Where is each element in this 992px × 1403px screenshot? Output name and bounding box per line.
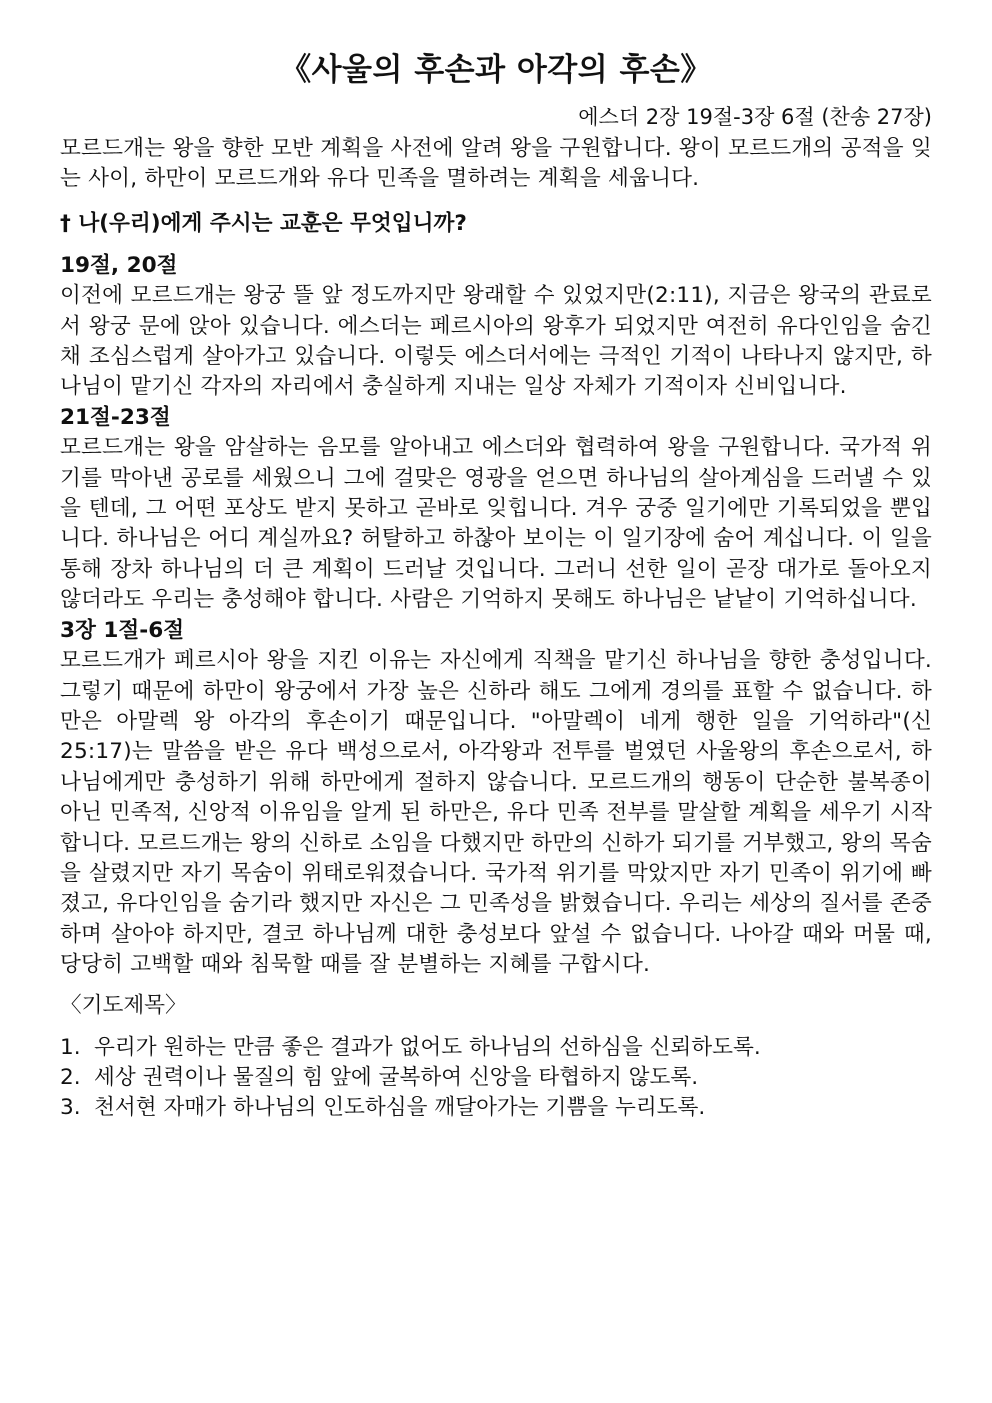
prayer-number: 3. xyxy=(60,1095,81,1121)
section-chapter-3-verses-1-6 xyxy=(60,616,932,981)
section-verses-19-20 xyxy=(60,251,932,403)
section-heading: 19절, 20절 xyxy=(60,252,178,278)
prayer-number: 1. xyxy=(60,1034,81,1060)
prayer-item xyxy=(60,1063,932,1093)
prayer-text: 우리가 원하는 만큼 좋은 결과가 없어도 하나님의 선하심을 신뢰하도록. xyxy=(94,1034,761,1060)
prayer-item xyxy=(60,1093,932,1123)
prayer-text: 세상 권력이나 물질의 힘 앞에 굴복하여 신앙을 타협하지 않도록. xyxy=(94,1064,699,1090)
section-heading: 3장 1절-6절 xyxy=(60,617,185,643)
lesson-question: † 나(우리)에게 주시는 교훈은 무엇입니까? xyxy=(60,210,467,236)
section-body: 이전에 모르드개는 왕궁 뜰 앞 정도까지만 왕래할 수 있었지만(2:11), 지금은 왕국의 관료로서 왕궁 문에 앉아 있습니다. 에스더는 페르시아의 왕후가 되었지만 여전히 유다인임을 숨긴 채 조심스럽게 살아가고 있습니다. 이렇듯 에스더서에는 극적인 기적이 나타나지 않지만, 하나님이 맡기신 각자의 자리에서 충실하게 지내는 일상 자체가 기적이자 신비입니다. xyxy=(60,283,932,400)
section-verses-21-23 xyxy=(60,403,932,616)
prayer-title: 〈기도제목〉 xyxy=(60,992,187,1018)
devotional-page xyxy=(60,48,932,1124)
intro-paragraph: 모르드개는 왕을 향한 모반 계획을 사전에 알려 왕을 구원합니다. 왕이 모르드개의 공적을 잊는 사이, 하만이 모르드개와 유다 민족을 멸하려는 계획을 세웁니다. xyxy=(60,136,932,192)
prayer-list xyxy=(60,1033,932,1124)
prayer-number: 2. xyxy=(60,1064,81,1090)
section-body: 모르드개는 왕을 암살하는 음모를 알아내고 에스더와 협력하여 왕을 구원합니다. 국가적 위기를 막아낸 공로를 세웠으니 그에 걸맞은 영광을 얻으면 하나님의 살아계심을 드러낼 수 있을 텐데, 그 어떤 포상도 받지 못하고 곧바로 잊힙니다. 겨우 궁중 일기에만 기록되었을 뿐입니다. 하나님은 어디 계실까요? 허탈하고 하찮아 보이는 이 일기장에 숨어 계십니다. 이 일을 통해 장차 하나님의 더 큰 계획이 드러날 것입니다. 그러니 선한 일이 곧장 대가로 돌아오지 않더라도 우리는 충성해야 합니다. 사람은 기억하지 못해도 하나님은 낱낱이 기억하십니다. xyxy=(60,435,932,613)
section-heading: 21절-23절 xyxy=(60,404,171,430)
page-title: 《사울의 후손과 아각의 후손》 xyxy=(280,52,712,88)
scripture-reference: 에스더 2장 19절-3장 6절 (찬송 27장) xyxy=(578,105,932,129)
prayer-text: 천서현 자매가 하나님의 인도하심을 깨달아가는 기쁨을 누리도록. xyxy=(94,1095,706,1121)
section-body: 모르드개가 페르시아 왕을 지킨 이유는 자신에게 직책을 맡기신 하나님을 향한 충성입니다. 그렇기 때문에 하만이 왕궁에서 가장 높은 신하라 해도 그에게 경의를 표할 수 없습니다. 하만은 아말렉 왕 아각의 후손이기 때문입니다. "아말렉이 네게 행한 일을 기억하라"(신25:17)는 말씀을 받은 유다 백성으로서, 아각왕과 전투를 벌였던 사울왕의 후손으로서, 하나님에게만 충성하기 위해 하만에게 절하지 않습니다. 모르드개의 행동이 단순한 불복종이 아닌 민족적, 신앙적 이유임을 알게 된 하만은, 유다 민족 전부를 말살할 계획을 세우기 시작합니다. 모르드개는 왕의 신하로 소임을 다했지만 하만의 신하가 되기를 거부했고, 왕의 목숨을 살렸지만 자기 목숨이 위태로워졌습니다. 국가적 위기를 막았지만 자기 민족이 위기에 빠졌고, 유다인임을 숨기라 했지만 자신은 그 민족성을 밝혔습니다. 우리는 세상의 질서를 존중하며 살아야 하지만, 결코 하나님께 대한 충성보다 앞설 수 없습니다. 나아갈 때와 머물 때, 당당히 고백할 때와 침묵할 때를 잘 분별하는 지혜를 구합시다. xyxy=(60,648,932,978)
prayer-item xyxy=(60,1033,932,1063)
